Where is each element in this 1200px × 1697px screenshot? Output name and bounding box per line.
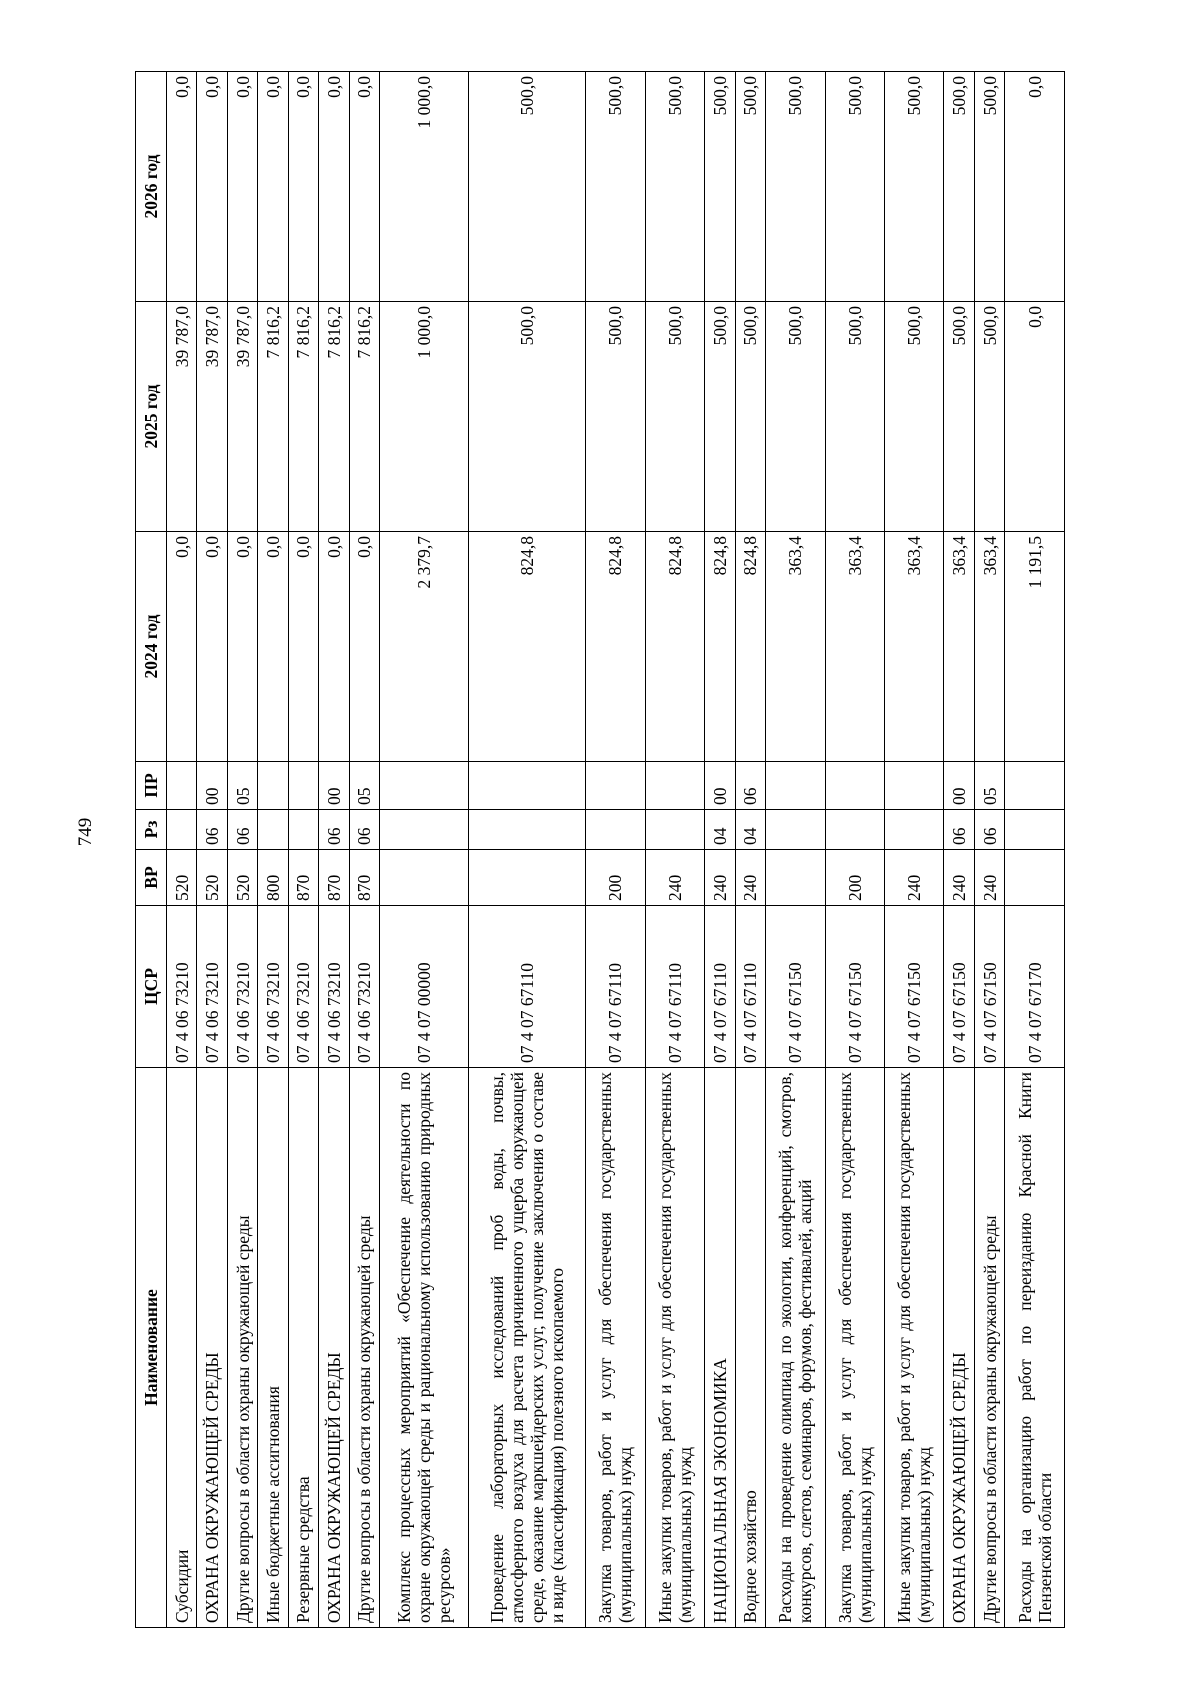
cell-name: Комплекс процессных мероприятий «Обеспечение деятельности по охране окружающей среды и рациональному использованию природных ресурсов»: [380, 1068, 469, 1628]
cell-vr: 240: [944, 850, 974, 906]
cell-name: Закупка товаров, работ и услуг для обеспечения государственных (муниципальных) нужд: [586, 1068, 645, 1628]
cell-y2024: 0,0: [288, 532, 318, 762]
cell-rz: [766, 810, 825, 850]
cell-y2025: 7 816,2: [258, 302, 288, 532]
cell-y2024: 363,4: [944, 532, 974, 762]
cell-csr: 07 4 06 73210: [197, 906, 227, 1068]
cell-csr: 07 4 06 73210: [167, 906, 197, 1068]
cell-csr: 07 4 07 67150: [766, 906, 825, 1068]
cell-y2026: 500,0: [884, 72, 943, 302]
cell-name: Иные закупки товаров, работ и услуг для обеспечения государственных (муниципальных) нужд: [645, 1068, 704, 1628]
cell-vr: 870: [288, 850, 318, 906]
cell-pr: 06: [735, 762, 765, 810]
cell-csr: 07 4 07 67150: [944, 906, 974, 1068]
cell-rz: 04: [705, 810, 735, 850]
cell-y2024: 0,0: [258, 532, 288, 762]
cell-vr: [766, 850, 825, 906]
cell-y2026: 1 000,0: [380, 72, 469, 302]
table-row: [468, 72, 586, 1628]
cell-csr: 07 4 06 73210: [349, 906, 379, 1068]
table-body: [167, 72, 1065, 1628]
cell-pr: [258, 762, 288, 810]
cell-y2024: 824,8: [645, 532, 704, 762]
cell-name: Расходы на проведение олимпиад по экологии, конференций, смотров, конкурсов, слетов, семинаров, форумов, фестивалей, акций: [766, 1068, 825, 1628]
cell-pr: [468, 762, 586, 810]
cell-y2026: 0,0: [227, 72, 257, 302]
cell-y2025: 500,0: [468, 302, 586, 532]
cell-rz: 06: [974, 810, 1004, 850]
cell-y2025: 39 787,0: [167, 302, 197, 532]
cell-y2024: 824,8: [735, 532, 765, 762]
cell-y2024: 824,8: [705, 532, 735, 762]
cell-pr: [1005, 762, 1065, 810]
cell-csr: 07 4 07 67110: [468, 906, 586, 1068]
cell-y2026: 500,0: [944, 72, 974, 302]
table-row: [319, 72, 349, 1628]
cell-y2026: 500,0: [766, 72, 825, 302]
cell-vr: 200: [825, 850, 884, 906]
cell-csr: 07 4 07 67150: [884, 906, 943, 1068]
cell-rz: [288, 810, 318, 850]
cell-vr: 240: [974, 850, 1004, 906]
cell-csr: 07 4 07 67170: [1005, 906, 1065, 1068]
cell-y2025: 500,0: [766, 302, 825, 532]
cell-csr: 07 4 06 73210: [258, 906, 288, 1068]
header-vr: ВР: [136, 850, 167, 906]
cell-vr: 240: [645, 850, 704, 906]
table-row: [705, 72, 735, 1628]
cell-y2026: 500,0: [705, 72, 735, 302]
cell-vr: [380, 850, 469, 906]
cell-y2026: 500,0: [825, 72, 884, 302]
cell-csr: 07 4 07 67150: [974, 906, 1004, 1068]
cell-pr: [884, 762, 943, 810]
header-csr: ЦСР: [136, 906, 167, 1068]
cell-y2025: 500,0: [825, 302, 884, 532]
table-row: [227, 72, 257, 1628]
cell-pr: [167, 762, 197, 810]
cell-pr: 05: [227, 762, 257, 810]
cell-y2024: 1 191,5: [1005, 532, 1065, 762]
cell-vr: 870: [349, 850, 379, 906]
table-row: [380, 72, 469, 1628]
cell-rz: 06: [197, 810, 227, 850]
cell-y2024: 0,0: [349, 532, 379, 762]
cell-y2025: 500,0: [974, 302, 1004, 532]
cell-y2025: 500,0: [645, 302, 704, 532]
cell-name: Расходы на организацию работ по переизданию Красной Книги Пензенской области: [1005, 1068, 1065, 1628]
table-row: [586, 72, 645, 1628]
table-row: [1005, 72, 1065, 1628]
cell-y2026: 500,0: [735, 72, 765, 302]
cell-vr: 240: [705, 850, 735, 906]
cell-name: Резервные средства: [288, 1068, 318, 1628]
cell-pr: 00: [705, 762, 735, 810]
cell-csr: 07 4 07 67110: [586, 906, 645, 1068]
cell-pr: 00: [319, 762, 349, 810]
cell-rz: 04: [735, 810, 765, 850]
cell-y2025: 500,0: [586, 302, 645, 532]
cell-name: НАЦИОНАЛЬНАЯ ЭКОНОМИКА: [705, 1068, 735, 1628]
table-row: [349, 72, 379, 1628]
cell-y2024: 0,0: [227, 532, 257, 762]
cell-name: Другие вопросы в области охраны окружающей среды: [227, 1068, 257, 1628]
cell-y2025: 39 787,0: [227, 302, 257, 532]
cell-csr: 07 4 06 73210: [288, 906, 318, 1068]
cell-y2024: 0,0: [319, 532, 349, 762]
page-number: 749: [75, 817, 96, 847]
cell-csr: 07 4 07 67110: [645, 906, 704, 1068]
cell-vr: 520: [227, 850, 257, 906]
cell-pr: [766, 762, 825, 810]
cell-name: Закупка товаров, работ и услуг для обеспечения государственных (муниципальных) нужд: [825, 1068, 884, 1628]
cell-csr: 07 4 07 67110: [705, 906, 735, 1068]
cell-y2025: 7 816,2: [288, 302, 318, 532]
table-row: [974, 72, 1004, 1628]
cell-rz: [380, 810, 469, 850]
cell-y2025: 500,0: [705, 302, 735, 532]
cell-rz: [1005, 810, 1065, 850]
cell-name: Субсидии: [167, 1068, 197, 1628]
cell-y2025: 39 787,0: [197, 302, 227, 532]
cell-y2026: 500,0: [468, 72, 586, 302]
cell-name: ОХРАНА ОКРУЖАЮЩЕЙ СРЕДЫ: [944, 1068, 974, 1628]
table-row: [288, 72, 318, 1628]
cell-y2025: 500,0: [944, 302, 974, 532]
cell-name: Другие вопросы в области охраны окружающей среды: [974, 1068, 1004, 1628]
cell-rz: [645, 810, 704, 850]
cell-name: ОХРАНА ОКРУЖАЮЩЕЙ СРЕДЫ: [197, 1068, 227, 1628]
cell-y2026: 0,0: [1005, 72, 1065, 302]
cell-name: ОХРАНА ОКРУЖАЮЩЕЙ СРЕДЫ: [319, 1068, 349, 1628]
cell-name: Проведение лабораторных исследований проб воды, почвы, атмосферного воздуха для расчета причиненного ущерба окружающей среде, оказание маркшейдерских услуг, получение заключения о составе и виде (классификация) полезного ископаемого: [468, 1068, 586, 1628]
table-row: [197, 72, 227, 1628]
cell-y2025: 500,0: [735, 302, 765, 532]
cell-rz: [586, 810, 645, 850]
header-pr: ПР: [136, 762, 167, 810]
cell-vr: 520: [167, 850, 197, 906]
cell-vr: 870: [319, 850, 349, 906]
cell-pr: [825, 762, 884, 810]
table-row: [167, 72, 197, 1628]
cell-rz: [258, 810, 288, 850]
cell-y2024: 2 379,7: [380, 532, 469, 762]
budget-table-container: [135, 72, 1065, 1628]
cell-y2025: 1 000,0: [380, 302, 469, 532]
cell-name: Иные бюджетные ассигнования: [258, 1068, 288, 1628]
cell-pr: 05: [349, 762, 379, 810]
cell-name: Водное хозяйство: [735, 1068, 765, 1628]
cell-pr: [288, 762, 318, 810]
cell-rz: 06: [944, 810, 974, 850]
cell-y2026: 500,0: [586, 72, 645, 302]
header-name: Наименование: [136, 1068, 167, 1628]
cell-vr: 800: [258, 850, 288, 906]
cell-y2026: 0,0: [167, 72, 197, 302]
cell-y2024: 0,0: [197, 532, 227, 762]
table-row: [884, 72, 943, 1628]
cell-vr: 240: [735, 850, 765, 906]
cell-csr: 07 4 07 00000: [380, 906, 469, 1068]
table-row: [944, 72, 974, 1628]
cell-vr: 520: [197, 850, 227, 906]
header-rz: Рз: [136, 810, 167, 850]
cell-csr: 07 4 06 73210: [319, 906, 349, 1068]
cell-y2024: 824,8: [586, 532, 645, 762]
cell-csr: 07 4 06 73210: [227, 906, 257, 1068]
table-row: [645, 72, 704, 1628]
cell-y2024: 0,0: [167, 532, 197, 762]
cell-y2026: 500,0: [645, 72, 704, 302]
cell-rz: [468, 810, 586, 850]
cell-vr: 200: [586, 850, 645, 906]
header-2026: 2026 год: [136, 72, 167, 302]
cell-y2025: 7 816,2: [319, 302, 349, 532]
cell-pr: [380, 762, 469, 810]
cell-rz: [825, 810, 884, 850]
cell-y2026: 0,0: [197, 72, 227, 302]
cell-y2025: 7 816,2: [349, 302, 379, 532]
table-row: [735, 72, 765, 1628]
cell-y2026: 0,0: [258, 72, 288, 302]
cell-vr: [468, 850, 586, 906]
cell-pr: 05: [974, 762, 1004, 810]
header-2024: 2024 год: [136, 532, 167, 762]
cell-name: Другие вопросы в области охраны окружающей среды: [349, 1068, 379, 1628]
cell-y2026: 0,0: [349, 72, 379, 302]
table-header-row: [136, 72, 167, 1628]
cell-rz: 06: [227, 810, 257, 850]
cell-y2024: 363,4: [974, 532, 1004, 762]
budget-table: [135, 71, 1065, 1628]
table-row: [825, 72, 884, 1628]
cell-y2024: 363,4: [825, 532, 884, 762]
cell-pr: [645, 762, 704, 810]
cell-rz: [167, 810, 197, 850]
cell-rz: 06: [319, 810, 349, 850]
cell-csr: 07 4 07 67150: [825, 906, 884, 1068]
cell-y2024: 824,8: [468, 532, 586, 762]
cell-y2024: 363,4: [766, 532, 825, 762]
cell-csr: 07 4 07 67110: [735, 906, 765, 1068]
cell-rz: 06: [349, 810, 379, 850]
cell-pr: 00: [944, 762, 974, 810]
table-row: [258, 72, 288, 1628]
cell-pr: [586, 762, 645, 810]
cell-name: Иные закупки товаров, работ и услуг для обеспечения государственных (муниципальных) нужд: [884, 1068, 943, 1628]
cell-y2026: 500,0: [974, 72, 1004, 302]
cell-y2026: 0,0: [288, 72, 318, 302]
table-row: [766, 72, 825, 1628]
cell-vr: [1005, 850, 1065, 906]
cell-rz: [884, 810, 943, 850]
cell-y2025: 0,0: [1005, 302, 1065, 532]
cell-pr: 00: [197, 762, 227, 810]
cell-vr: 240: [884, 850, 943, 906]
cell-y2026: 0,0: [319, 72, 349, 302]
cell-y2025: 500,0: [884, 302, 943, 532]
header-2025: 2025 год: [136, 302, 167, 532]
cell-y2024: 363,4: [884, 532, 943, 762]
